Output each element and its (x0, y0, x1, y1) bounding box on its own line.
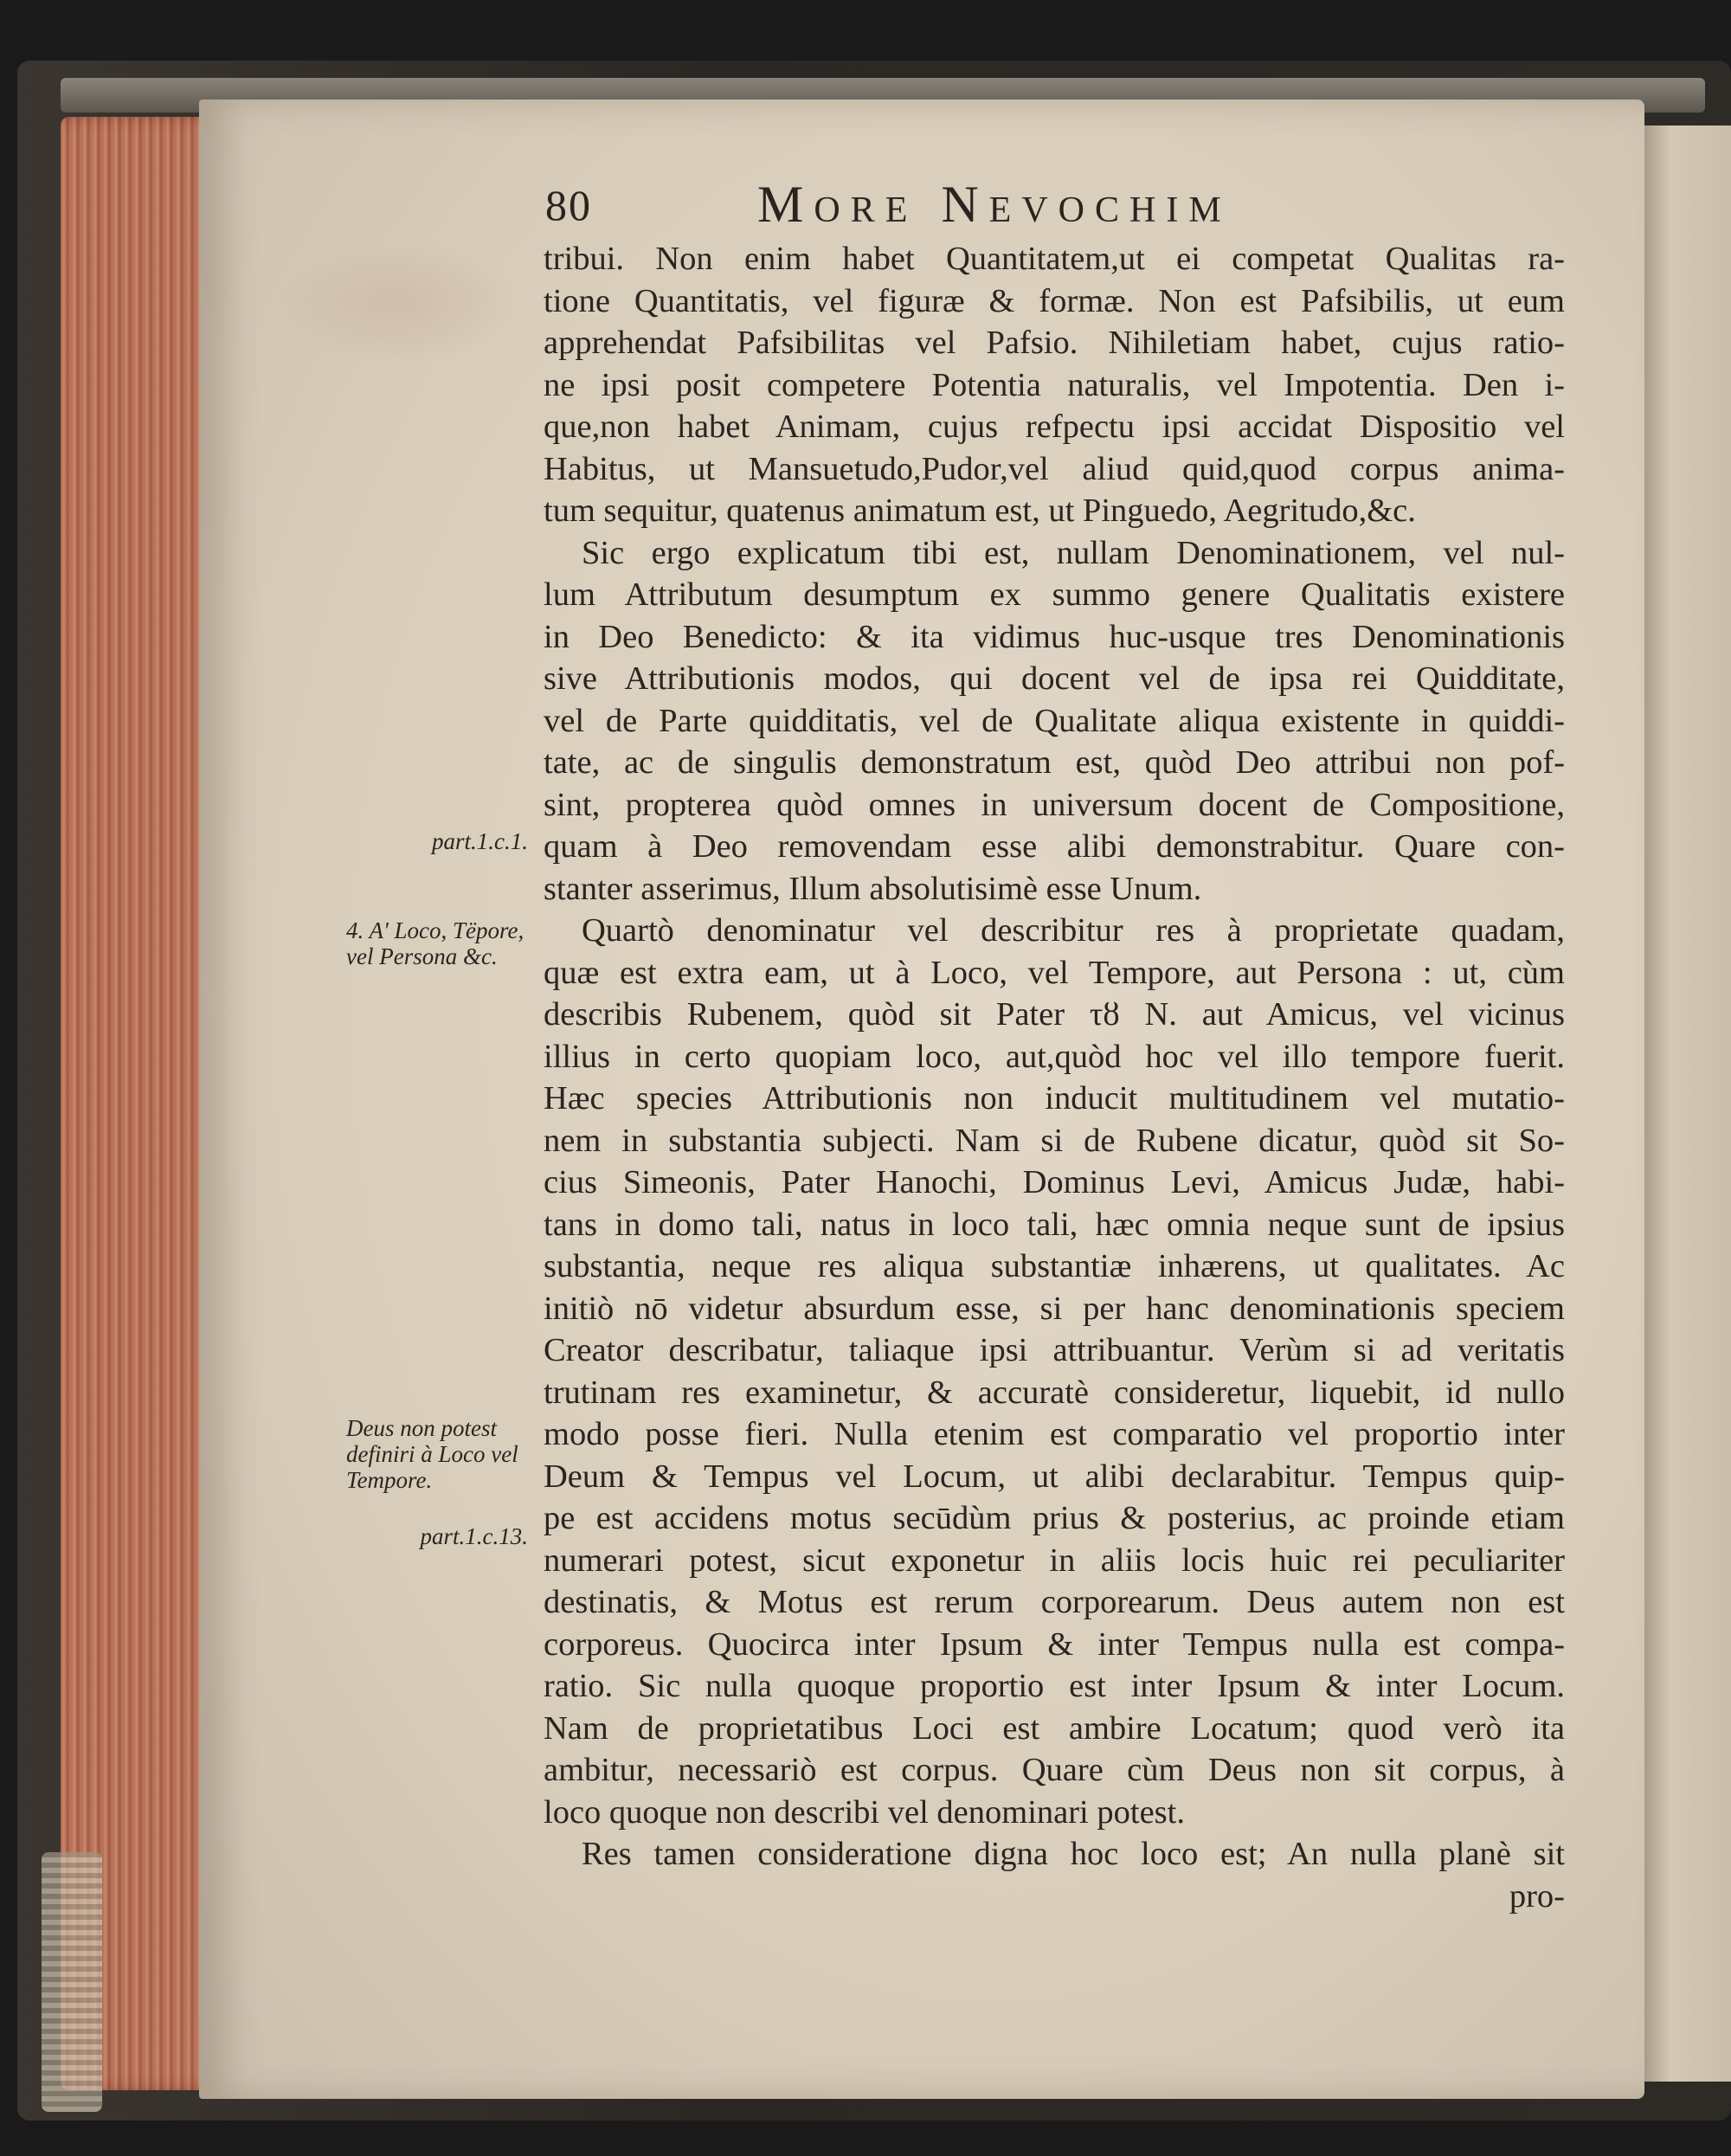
text-line: initiò nō videtur absurdum esse, si per hanc denominationis speciem (544, 1290, 1565, 1327)
text-line: lum Attributum desumptum ex summo genere Qualitatis existere (544, 576, 1565, 613)
text-line: destinatis, & Motus est rerum corporearum. Deus autem non est (544, 1584, 1565, 1620)
text-line: substantia, neque res aliqua substantiæ inhærens, ut qualitates. Ac (544, 1248, 1565, 1284)
margin-note-part-reference: part.1.c.1. (432, 828, 528, 854)
text-line: Deum & Tempus vel Locum, ut alibi declarabitur. Tempus quip- (544, 1458, 1565, 1495)
text-line: Nam de proprietatibus Loci est ambire Locatum; quod verò ita (544, 1709, 1565, 1747)
text-line: pe est accidens motus secūdùm prius & posterius, ac proinde etiam (544, 1500, 1565, 1536)
text-line: quam à Deo removendam esse alibi demonstrabitur. Quare con- (544, 828, 1565, 865)
text-line: nem in substantia subjecti. Nam si de Rubene dicatur, quòd sit So- (544, 1122, 1565, 1159)
text-line: cius Simeonis, Pater Hanochi, Dominus Levi, Amicus Judæ, habi- (544, 1164, 1565, 1200)
text-line: describis Rubenem, quòd sit Pater τȣ N. aut Amicus, vel vicinus (544, 996, 1565, 1033)
running-title: More Nevochim (757, 176, 1232, 233)
facing-page-edge (1644, 125, 1731, 2082)
text-line: Res tamen consideratione digna hoc loco est; An nulla planè sit (582, 1836, 1565, 1872)
text-line: Quartò denominatur vel describitur res à proprietate quadam, (582, 912, 1565, 949)
text-line: Hæc species Attributionis non inducit multitudinem vel mutatio- (544, 1080, 1565, 1117)
text-line: sint, propterea quòd omnes in universum docent de Compositione, (544, 786, 1565, 823)
text-line: in Deo Benedicto: & ita vidimus huc-usque tres Denominationis (544, 618, 1565, 655)
text-line: loco quoque non describi vel denominari potest. (544, 1793, 1185, 1831)
text-line: stanter asserimus, Illum absolutisimè esse Unum. (544, 870, 1202, 907)
text-line: tum sequitur, quatenus animatum est, ut Pinguedo, Aegritudo,&c. (544, 492, 1416, 529)
text-line: tribui. Non enim habet Quantitatem,ut ei competat Qualitas ra- (544, 241, 1565, 277)
margin-note-part-reference-2: part.1.c.13. (420, 1523, 528, 1549)
page-number: 80 (545, 181, 592, 229)
margin-note-loco: 4. A' Loco, Tëpore, vel Persona &c. (346, 917, 524, 969)
text-line: corporeus. Quocirca inter Ipsum & inter Tempus nulla est compa- (544, 1625, 1565, 1663)
text-line: ne ipsi posit competere Potentia naturalis, vel Impotentia. Den i- (544, 366, 1565, 403)
frayed-binding (42, 1852, 102, 2112)
text-line: Creator describatur, taliaque ipsi attribuantur. Verùm si ad veritatis (544, 1332, 1565, 1368)
text-line: trutinam res examinetur, & accuratè consideretur, liquebit, id nullo (544, 1374, 1565, 1411)
margin-note-deus: Deus non potest definiri à Loco vel Tempore. (346, 1415, 518, 1493)
text-line: ratio. Sic nulla quoque proportio est inter Ipsum & inter Locum. (544, 1668, 1565, 1704)
text-line: que,non habet Animam, cujus refpectu ipsi accidat Dispositio vel (544, 409, 1565, 445)
text-line: tione Quantitatis, vel figuræ & formæ. Non est Pafsibilis, ut eum (544, 282, 1565, 319)
catchword: pro- (1509, 1877, 1565, 1915)
text-line: illius in certo quopiam loco, aut,quòd hoc vel illo tempore fuerit. (544, 1038, 1565, 1075)
text-line: modo posse fieri. Nulla etenim est comparatio vel proportio inter (544, 1416, 1565, 1452)
text-line: Sic ergo explicatum tibi est, nullam Denominationem, vel nul- (582, 534, 1565, 571)
text-line: tate, ac de singulis demonstratum est, quòd Deo attribui non pof- (544, 744, 1565, 781)
text-line: sive Attributionis modos, qui docent vel de ipsa rei Quidditate, (544, 660, 1565, 697)
text-line: quæ est extra eam, ut à Loco, vel Tempore, aut Persona : ut, cùm (544, 954, 1565, 991)
page-stain (277, 242, 519, 364)
text-line: numerari potest, sicut exponetur in aliis locis huic rei peculiariter (544, 1541, 1565, 1579)
page-header (545, 176, 1411, 241)
text-line: Habitus, ut Mansuetudo,Pudor,vel aliud quid,quod corpus anima- (544, 450, 1565, 487)
text-line: ambitur, necessariò est corpus. Quare cùm Deus non sit corpus, à (544, 1752, 1565, 1788)
text-line: apprehendat Pafsibilitas vel Pafsio. Nihiletiam habet, cujus ratio- (544, 325, 1565, 361)
text-line: tans in domo tali, natus in loco tali, hæc omnia neque sunt de ipsius (544, 1206, 1565, 1243)
text-line: vel de Parte quidditatis, vel de Qualitate aliqua existente in quiddi- (544, 702, 1565, 739)
body-text (544, 238, 1565, 1917)
